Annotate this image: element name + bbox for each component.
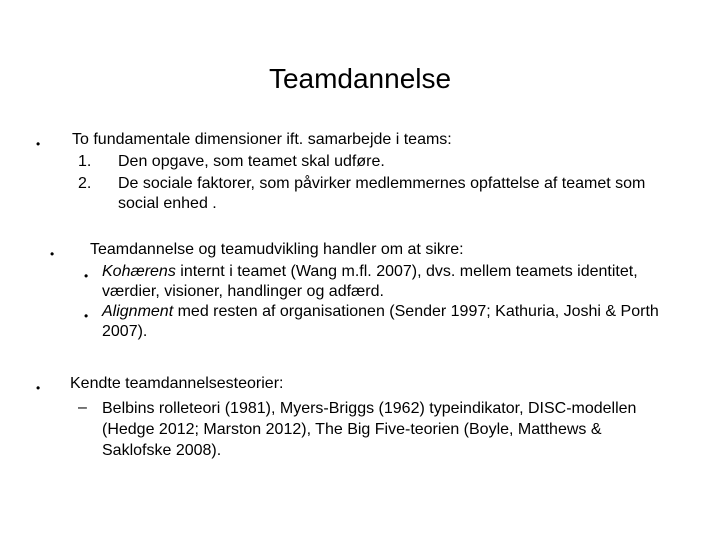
section-3-item-1-text: Belbins rolleteori (1981), Myers-Briggs (1962) typeindikator, DISC-modellen (Hedge 2012; Marston 2012), The Big Five-teorien (Boyle, Matthews & Saklofske 2008).	[102, 400, 637, 459]
section-1-item-2-text: De sociale faktorer, som påvirker medlemmernes opfattelse af teamet som social enhed .	[118, 175, 646, 212]
section-2-heading: Teamdannelse og teamudvikling handler om at sikre:	[90, 241, 464, 258]
section-1-item-1-text: Den opgave, som teamet skal udføre.	[118, 153, 385, 170]
section-2-item-1-rest: internt i teamet (Wang m.fl. 2007), dvs. mellem teamets identitet, værdier, visioner, handlinger og adfærd.	[102, 263, 638, 300]
bullet-section-2: •	[50, 247, 55, 261]
section-2-item-2-text	[102, 302, 672, 342]
section-3-item-1-dash: –	[78, 399, 87, 416]
section-1-item-2-number: 2.	[78, 175, 92, 192]
section-3-heading: Kendte teamdannelsesteorier:	[70, 375, 284, 392]
section-2-item-1-emphasis: Kohærens	[102, 263, 176, 280]
section-2-item-2-bullet: •	[84, 309, 89, 323]
bullet-section-3: •	[36, 381, 41, 395]
section-1-heading: To fundamentale dimensioner ift. samarbejde i teams:	[72, 131, 452, 148]
section-2-item-1-text	[102, 262, 672, 302]
section-1-item-1-number: 1.	[78, 153, 92, 170]
bullet-section-1: •	[36, 137, 41, 151]
slide-title: Teamdannelse	[268, 63, 452, 94]
section-2-item-2-rest: med resten af organisationen (Sender 1997; Kathuria, Joshi & Porth 2007).	[102, 303, 659, 340]
section-2-item-1-bullet: •	[84, 269, 89, 283]
section-2-item-2-emphasis: Alignment	[102, 303, 174, 320]
